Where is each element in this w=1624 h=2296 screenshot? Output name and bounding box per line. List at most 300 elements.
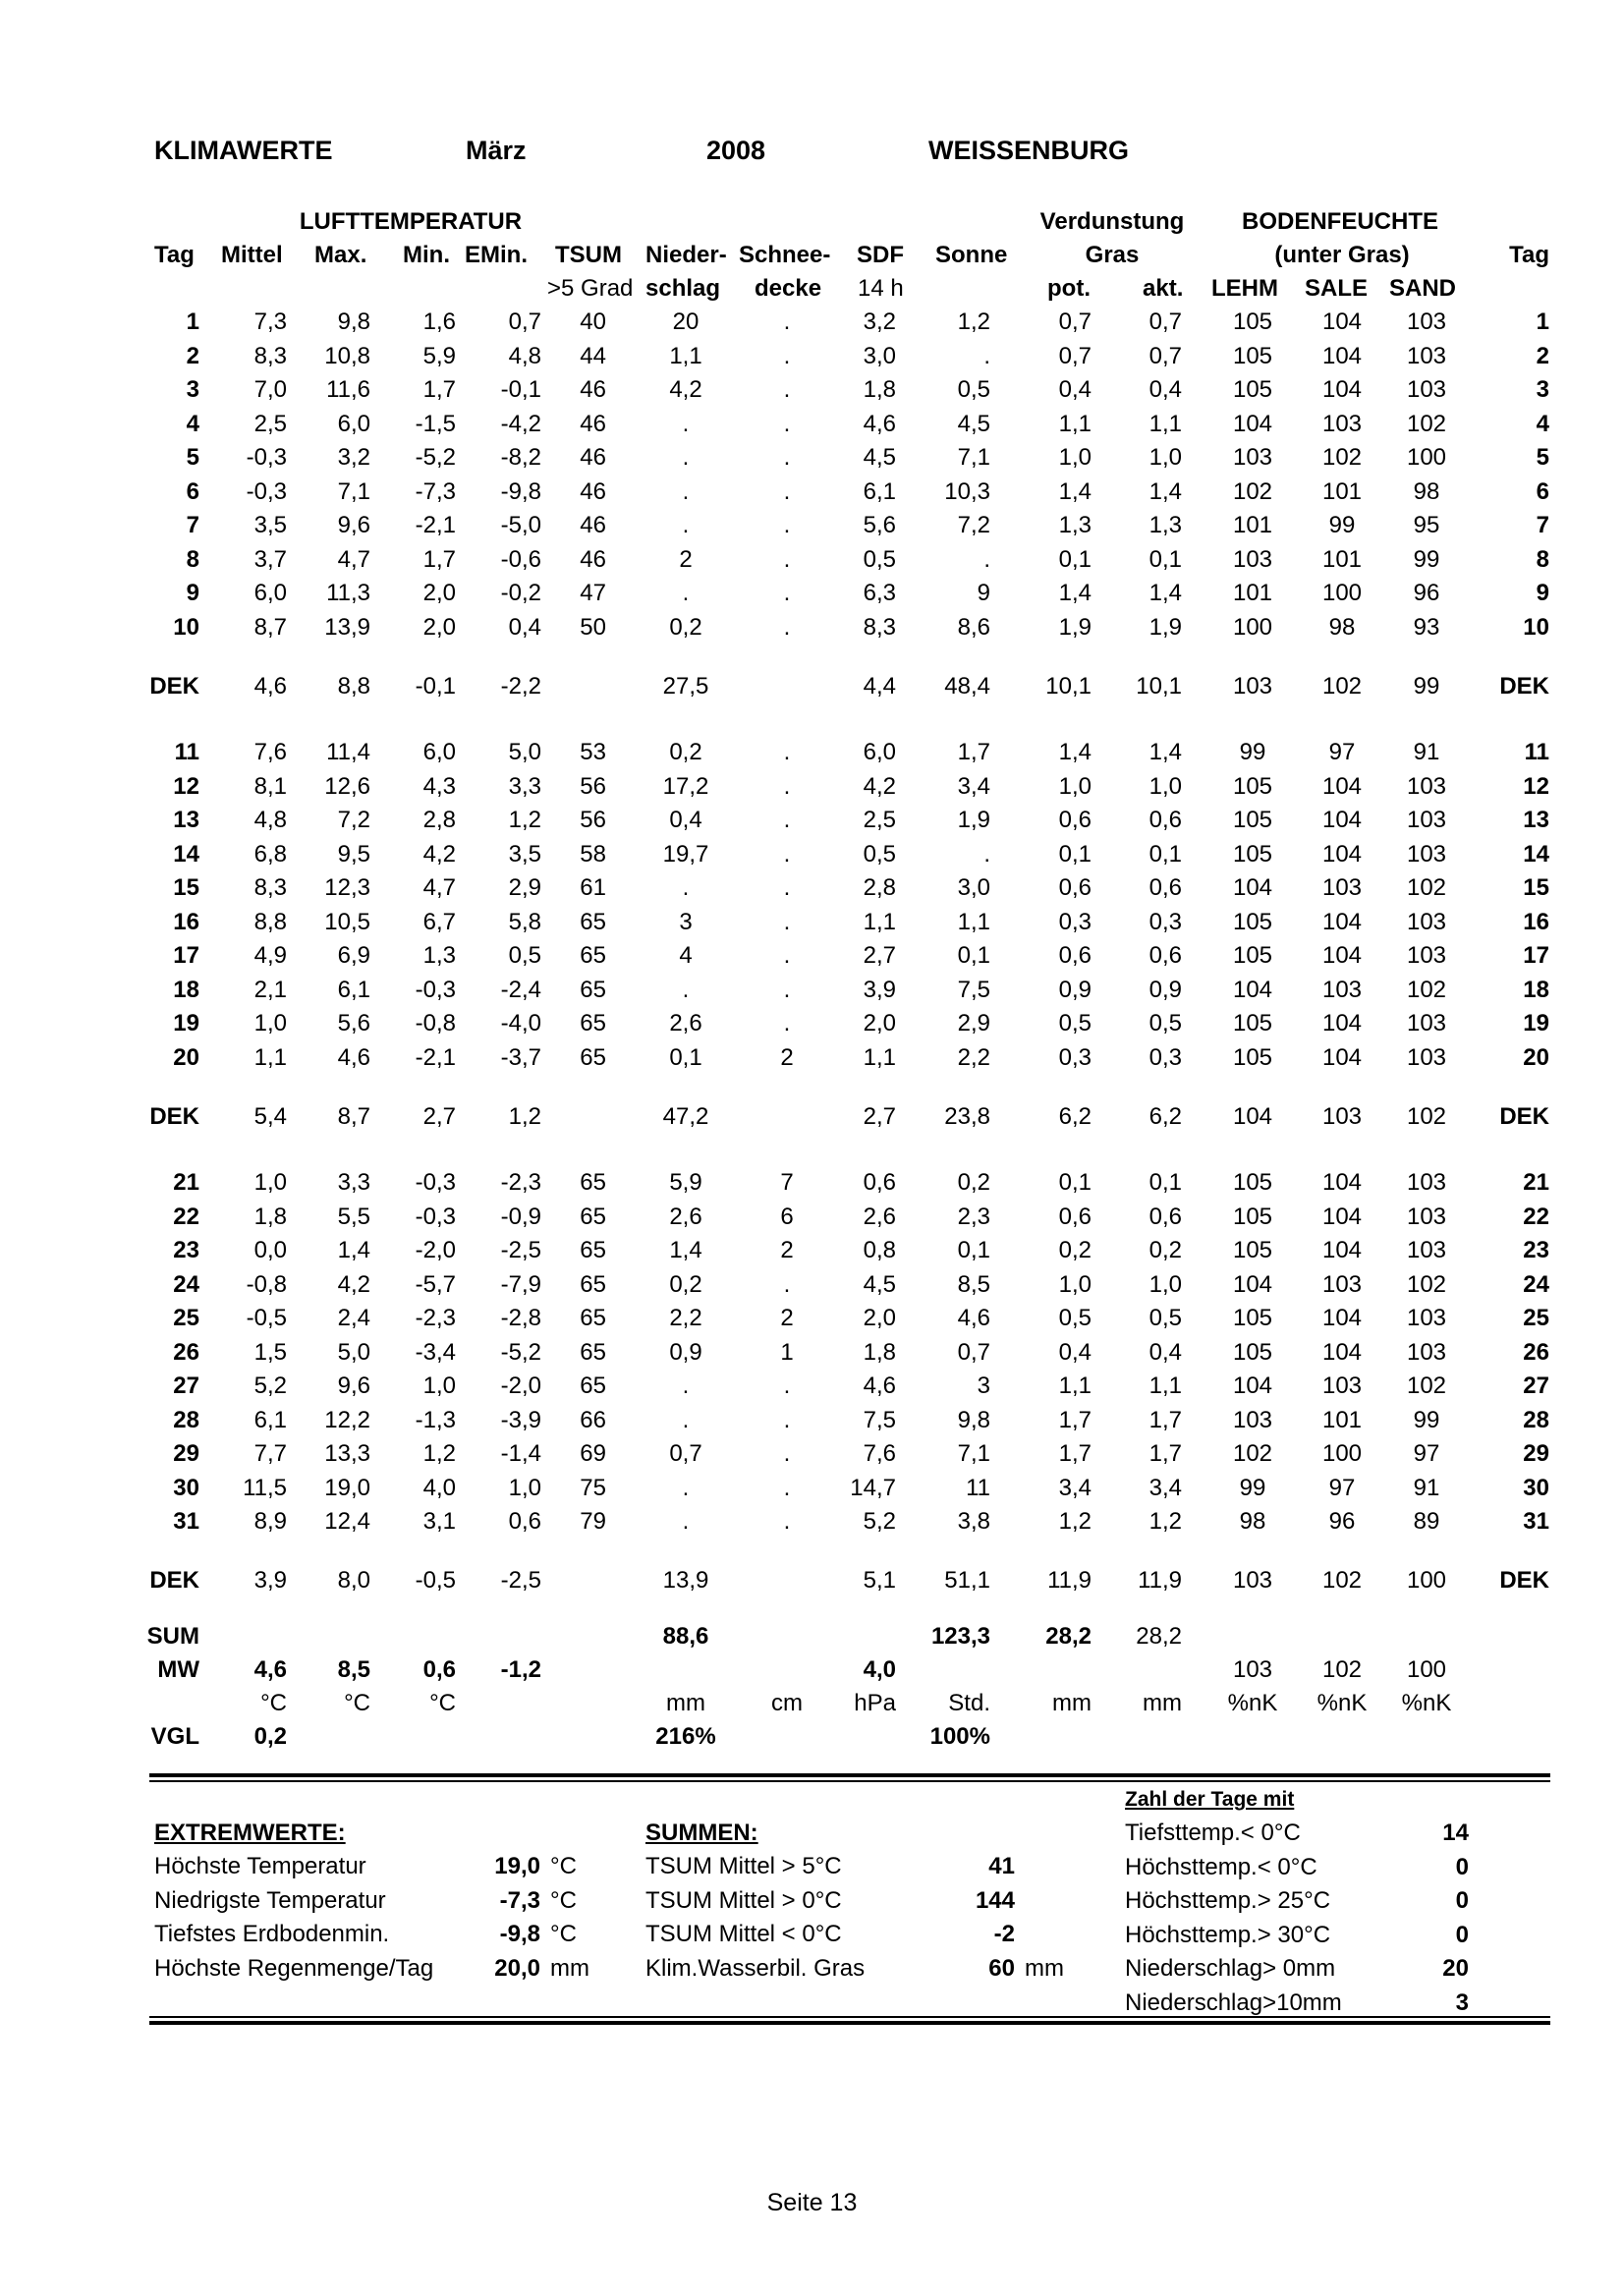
cell-mittel: 0,0 [253,1237,287,1263]
cell-niederschlag: . [682,977,690,1003]
cell-sale: 104 [1321,376,1363,403]
cell-tag: VGL [150,1723,199,1750]
cell-lehm: 105 [1232,376,1273,403]
cell-lehm: 105 [1232,773,1273,800]
cell-sdf: 0,5 [863,546,896,573]
cell-tag: 8 [186,546,199,573]
cell-verd-akt: mm [1143,1690,1182,1716]
cell-sale: 104 [1321,841,1363,868]
cell-verd-pot: 0,6 [1058,942,1092,969]
cell-mittel: 3,9 [253,1567,287,1594]
cell-verd-pot: 11,9 [1047,1567,1092,1594]
cell-sand: 91 [1413,739,1440,765]
header-cell: (unter Gras) [1274,242,1410,268]
cell-tag: 20 [173,1044,199,1071]
summary-value: 60 [988,1955,1015,1982]
cell-sonne: 3,8 [957,1508,990,1535]
cell-mittel: 3,5 [253,512,287,538]
cell-tsum: 65 [580,1339,606,1366]
table-row [0,1007,1624,1040]
cell-sdf: 2,7 [863,942,896,969]
cell-sale: 104 [1321,1339,1363,1366]
cell-sonne: 8,6 [957,614,990,641]
cell-verd-akt: 1,4 [1148,478,1182,505]
cell-tsum: 65 [580,1044,606,1071]
cell-schneedecke: 1 [780,1339,794,1366]
cell-schneedecke: . [783,444,791,471]
cell-tag: 25 [173,1305,199,1331]
cell-tsum: 65 [580,942,606,969]
cell-mittel: 4,8 [253,807,287,833]
cell-sand: 98 [1413,478,1440,505]
header-cell: 14 h [858,275,904,302]
cell-tsum: 65 [580,977,606,1003]
cell-tag-right: DEK [1499,1567,1549,1594]
cell-max: 5,0 [337,1339,370,1366]
cell-verd-akt: 1,4 [1148,580,1182,606]
cell-niederschlag: 0,4 [669,807,702,833]
cell-min: 1,3 [422,942,456,969]
cell-max: 12,3 [324,874,370,901]
cell-tag: SUM [146,1623,199,1650]
cell-min: -0,8 [415,1010,456,1036]
cell-sdf: 4,4 [863,673,896,700]
cell-tsum: 46 [580,376,606,403]
days-heading: Zahl der Tage mit [1125,1788,1295,1811]
cell-mittel: 5,2 [253,1372,287,1399]
cell-sale: 103 [1321,874,1363,901]
header-cell: >5 Grad [547,275,634,302]
cell-tsum: 65 [580,909,606,935]
cell-verd-pot: 1,2 [1058,1508,1092,1535]
cell-tag: 28 [173,1407,199,1433]
cell-min: -5,2 [415,444,456,471]
cell-emin: 5,0 [508,739,541,765]
cell-niederschlag: 27,5 [662,673,709,700]
cell-schneedecke: . [783,343,791,369]
cell-mittel: 1,1 [253,1044,287,1071]
cell-schneedecke: 2 [780,1044,794,1071]
cell-schneedecke: . [783,841,791,868]
cell-tag-right: 19 [1523,1010,1549,1036]
cell-max: 6,0 [337,411,370,437]
cell-verd-pot: mm [1052,1690,1092,1716]
cell-mittel: 5,4 [253,1103,287,1130]
cell-tag-right: 6 [1536,478,1549,505]
cell-sonne: 2,9 [957,1010,990,1036]
cell-lehm: 102 [1232,478,1273,505]
cell-tag: 15 [173,874,199,901]
cell-min: 1,6 [422,308,456,335]
table-row [0,770,1624,804]
cell-schneedecke: . [783,478,791,505]
header-cell: decke [755,275,822,302]
cell-verd-pot: 1,0 [1058,773,1092,800]
cell-verd-pot: 0,3 [1058,909,1092,935]
cell-tag-right: 11 [1524,739,1549,765]
cell-niederschlag: 88,6 [662,1623,709,1650]
table-row [0,476,1624,509]
cell-lehm: 105 [1232,807,1273,833]
cell-sale: 102 [1321,444,1363,471]
cell-min: 5,9 [422,343,456,369]
cell-sale: 103 [1321,1271,1363,1298]
cell-mittel: -0,3 [246,478,287,505]
cell-verd-akt: 0,4 [1148,1339,1182,1366]
cell-sand: 99 [1413,673,1440,700]
cell-sonne: 7,1 [957,1440,990,1467]
cell-tsum: 46 [580,411,606,437]
header-cell: Schnee- [739,242,831,268]
cell-tsum: 46 [580,478,606,505]
cell-lehm: 103 [1232,673,1273,700]
cell-lehm: 104 [1232,1372,1273,1399]
cell-tag-right: 15 [1523,874,1549,901]
cell-sdf: 1,8 [863,376,896,403]
cell-mittel: 1,8 [253,1204,287,1230]
cell-emin: -4,0 [500,1010,541,1036]
cell-verd-pot: 1,0 [1058,1271,1092,1298]
cell-niederschlag: 47,2 [662,1103,709,1130]
cell-emin: -1,4 [500,1440,541,1467]
cell-tag-right: 13 [1523,807,1549,833]
cell-max: 8,8 [337,673,370,700]
cell-sdf: 2,0 [863,1010,896,1036]
cell-emin: 1,0 [508,1475,541,1501]
cell-niederschlag: 3 [679,909,693,935]
summary-unit: °C [550,1853,577,1879]
cell-lehm: 104 [1232,874,1273,901]
cell-sale: 101 [1321,478,1363,505]
header-group-lufttemperatur: LUFTTEMPERATUR [299,208,523,235]
cell-verd-akt: 1,7 [1148,1440,1182,1467]
cell-schneedecke: . [783,1440,791,1467]
cell-min: -7,3 [415,478,456,505]
cell-sale: 104 [1321,1305,1363,1331]
cell-min: 1,7 [422,546,456,573]
cell-sale: %nK [1316,1690,1368,1716]
cell-emin: 0,6 [508,1508,541,1535]
cell-schneedecke: . [783,1508,791,1535]
cell-max: 6,1 [337,977,370,1003]
cell-max: 5,6 [337,1010,370,1036]
cell-emin: -2,4 [500,977,541,1003]
cell-verd-akt: 0,1 [1148,1169,1182,1196]
cell-sdf: 3,2 [863,308,896,335]
header-cell: Tag [1509,242,1549,268]
cell-sdf: 8,3 [863,614,896,641]
cell-tsum: 56 [580,807,606,833]
cell-sand: 103 [1406,1339,1447,1366]
table-row [0,974,1624,1007]
cell-schneedecke: . [783,308,791,335]
cell-max: 11,6 [326,376,370,403]
cell-lehm: 103 [1232,546,1273,573]
summary-value: 41 [988,1853,1015,1879]
cell-sonne: 0,5 [957,376,990,403]
cell-schneedecke: . [783,807,791,833]
cell-tag: DEK [149,1567,199,1594]
cell-sand: 91 [1413,1475,1440,1501]
cell-lehm: 103 [1232,1656,1273,1683]
summary-label: TSUM Mittel < 0°C [645,1921,842,1947]
cell-tag-right: 9 [1536,580,1549,606]
cell-lehm: 105 [1232,841,1273,868]
cell-min: 3,1 [422,1508,456,1535]
cell-verd-akt: 1,2 [1148,1508,1182,1535]
cell-lehm: 105 [1232,308,1273,335]
cell-sonne: 100% [929,1723,990,1750]
cell-sand: 100 [1406,1567,1447,1594]
cell-niederschlag: 0,7 [669,1440,702,1467]
cell-sale: 103 [1321,1372,1363,1399]
cell-lehm: 105 [1232,1237,1273,1263]
summary-label: Höchsttemp.> 25°C [1125,1887,1331,1914]
cell-verd-pot: 1,4 [1058,580,1092,606]
cell-emin: -9,8 [500,478,541,505]
mean-row [0,1653,1624,1687]
summary-unit: °C [550,1887,577,1914]
cell-sonne: 48,4 [944,673,990,700]
cell-schneedecke: 7 [780,1169,794,1196]
cell-max: 7,1 [337,478,370,505]
cell-mittel: 6,1 [253,1407,287,1433]
cell-verd-akt: 1,0 [1148,773,1182,800]
cell-mittel: 7,0 [253,376,287,403]
table-row [0,543,1624,577]
cell-sdf: 0,6 [863,1169,896,1196]
summary-label: Niederschlag> 0mm [1125,1955,1336,1982]
cell-verd-pot: 1,7 [1058,1440,1092,1467]
sum-row [0,1620,1624,1653]
cell-niederschlag: 1,1 [669,343,702,369]
header-cell: Min. [403,242,450,268]
cell-tsum: 44 [580,343,606,369]
cell-mittel: 2,5 [253,411,287,437]
units-row [0,1687,1624,1720]
cell-tsum: 50 [580,614,606,641]
cell-min: 1,0 [422,1372,456,1399]
table-row [0,838,1624,871]
cell-verd-akt: 6,2 [1148,1103,1182,1130]
cell-tag: 17 [173,942,199,969]
cell-schneedecke: . [783,411,791,437]
cell-tag-right: 4 [1536,411,1549,437]
cell-max: 8,5 [337,1656,370,1683]
cell-emin: 0,4 [508,614,541,641]
cell-sdf: 4,5 [863,1271,896,1298]
cell-sdf: 2,8 [863,874,896,901]
cell-tsum: 65 [580,1010,606,1036]
cell-sonne: 10,3 [944,478,990,505]
cell-verd-akt: 1,1 [1148,411,1182,437]
cell-sand: 100 [1406,1656,1447,1683]
cell-niederschlag: 4,2 [669,376,702,403]
header-cell: Tag [154,242,195,268]
cell-schneedecke: . [783,376,791,403]
cell-tag-right: 26 [1523,1339,1549,1366]
cell-max: 4,6 [337,1044,370,1071]
table-row [0,340,1624,373]
cell-verd-pot: 28,2 [1045,1623,1092,1650]
cell-sand: 93 [1413,614,1440,641]
header-cell: Nieder- [645,242,727,268]
cell-sonne: . [983,841,990,868]
header-cell: SAND [1389,275,1457,302]
cell-tsum: 75 [580,1475,606,1501]
header-cell: LEHM [1211,275,1278,302]
cell-mittel: 11,5 [243,1475,287,1501]
cell-emin: -2,8 [500,1305,541,1331]
cell-verd-pot: 0,6 [1058,874,1092,901]
cell-lehm: 104 [1232,1103,1273,1130]
cell-tsum: 61 [580,874,606,901]
cell-sand: 103 [1406,1204,1447,1230]
cell-max: 10,8 [324,343,370,369]
cell-mittel: 6,0 [253,580,287,606]
cell-sand: 102 [1406,1372,1447,1399]
summary-value: 144 [975,1887,1015,1914]
cell-sand: 103 [1406,909,1447,935]
cell-sand: 103 [1406,942,1447,969]
cell-verd-pot: 0,9 [1058,977,1092,1003]
cell-lehm: 105 [1232,909,1273,935]
cell-min: 2,8 [422,807,456,833]
cell-tsum: 46 [580,512,606,538]
cell-tag: 5 [186,444,199,471]
cell-sdf: 5,1 [863,1567,896,1594]
cell-mittel: 8,9 [253,1508,287,1535]
cell-tag-right: 3 [1536,376,1549,403]
cell-lehm: 105 [1232,1305,1273,1331]
header-cell: akt. [1143,275,1184,302]
separator-rule-top [149,1773,1550,1777]
cell-sale: 102 [1321,673,1363,700]
cell-max: 13,3 [324,1440,370,1467]
cell-sonne: 0,1 [957,1237,990,1263]
table-row [0,939,1624,973]
summary-label: Klim.Wasserbil. Gras [645,1955,866,1982]
cell-sonne: 9 [977,580,990,606]
cell-verd-pot: 1,7 [1058,1407,1092,1433]
cell-sand: 99 [1413,1407,1440,1433]
cell-verd-pot: 1,1 [1058,411,1092,437]
report-station: WEISSENBURG [928,136,1130,165]
cell-tag-right: 31 [1523,1508,1549,1535]
cell-lehm: 104 [1232,977,1273,1003]
cell-tag: 3 [186,376,199,403]
cell-emin: -2,0 [500,1372,541,1399]
cell-tag: MW [157,1656,199,1683]
cell-lehm: 104 [1232,1271,1273,1298]
header-cell: Max. [314,242,367,268]
header-cell: SDF [857,242,904,268]
cell-emin: -5,0 [500,512,541,538]
cell-niederschlag: . [682,512,690,538]
cell-verd-akt: 0,1 [1148,841,1182,868]
table-row [0,1370,1624,1403]
cell-sand: 95 [1413,512,1440,538]
cell-mittel: 7,7 [253,1440,287,1467]
cell-min: -1,5 [415,411,456,437]
cell-sdf: 2,5 [863,807,896,833]
cell-tag: 24 [173,1271,199,1298]
cell-sale: 101 [1321,1407,1363,1433]
cell-sonne: 2,2 [957,1044,990,1071]
cell-schneedecke: 2 [780,1305,794,1331]
cell-min: -0,3 [415,977,456,1003]
cell-sale: 99 [1328,512,1356,538]
cell-verd-pot: 0,3 [1058,1044,1092,1071]
cell-sonne: 3 [977,1372,990,1399]
cell-min: 4,2 [422,841,456,868]
cell-max: 6,9 [337,942,370,969]
cell-tag-right: 22 [1523,1204,1549,1230]
cell-mittel: °C [260,1690,287,1716]
cell-tag-right: 28 [1523,1407,1549,1433]
cell-verd-akt: 0,1 [1148,546,1182,573]
cell-verd-akt: 0,7 [1148,343,1182,369]
cell-mittel: 6,8 [253,841,287,868]
cell-sdf: 3,0 [863,343,896,369]
separator-rule-top-thin [149,1780,1550,1782]
cell-sale: 104 [1321,1044,1363,1071]
cell-min: 4,3 [422,773,456,800]
cell-mittel: -0,8 [246,1271,287,1298]
cell-sonne: 0,1 [957,942,990,969]
cell-min: 6,0 [422,739,456,765]
table-row [0,1302,1624,1335]
cell-sonne: Std. [948,1690,990,1716]
cell-tag: 23 [173,1237,199,1263]
cell-tsum: 66 [580,1407,606,1433]
table-row [0,373,1624,407]
cell-tag-right: 12 [1523,773,1549,800]
cell-sale: 96 [1328,1508,1356,1535]
cell-min: -1,3 [415,1407,456,1433]
cell-sonne: . [983,343,990,369]
table-row [0,408,1624,441]
cell-mittel: -0,5 [246,1305,287,1331]
cell-tsum: 79 [580,1508,606,1535]
cell-niederschlag: . [682,411,690,437]
cell-tag: 2 [186,343,199,369]
cell-mittel: 0,2 [253,1723,287,1750]
cell-schneedecke: . [783,739,791,765]
cell-sale: 104 [1321,1237,1363,1263]
cell-sonne: 1,2 [957,308,990,335]
cell-emin: -3,9 [500,1407,541,1433]
cell-mittel: 4,6 [253,673,287,700]
cell-tsum: 69 [580,1440,606,1467]
header-cell: SALE [1305,275,1369,302]
cell-sand: 103 [1406,841,1447,868]
cell-niederschlag: 20 [672,308,700,335]
cell-sand: 103 [1406,308,1447,335]
page-number: Seite 13 [766,2189,858,2216]
table-row [0,1472,1624,1505]
header-cell: Mittel [221,242,283,268]
cell-sonne: 1,1 [957,909,990,935]
cell-sdf: 4,2 [863,773,896,800]
cell-sonne: 7,2 [957,512,990,538]
cell-schneedecke: . [783,1407,791,1433]
cell-sand: 103 [1406,773,1447,800]
cell-sdf: 6,1 [863,478,896,505]
cell-emin: -0,9 [500,1204,541,1230]
dekade-summary-row [0,1564,1624,1597]
cell-lehm: 105 [1232,942,1273,969]
